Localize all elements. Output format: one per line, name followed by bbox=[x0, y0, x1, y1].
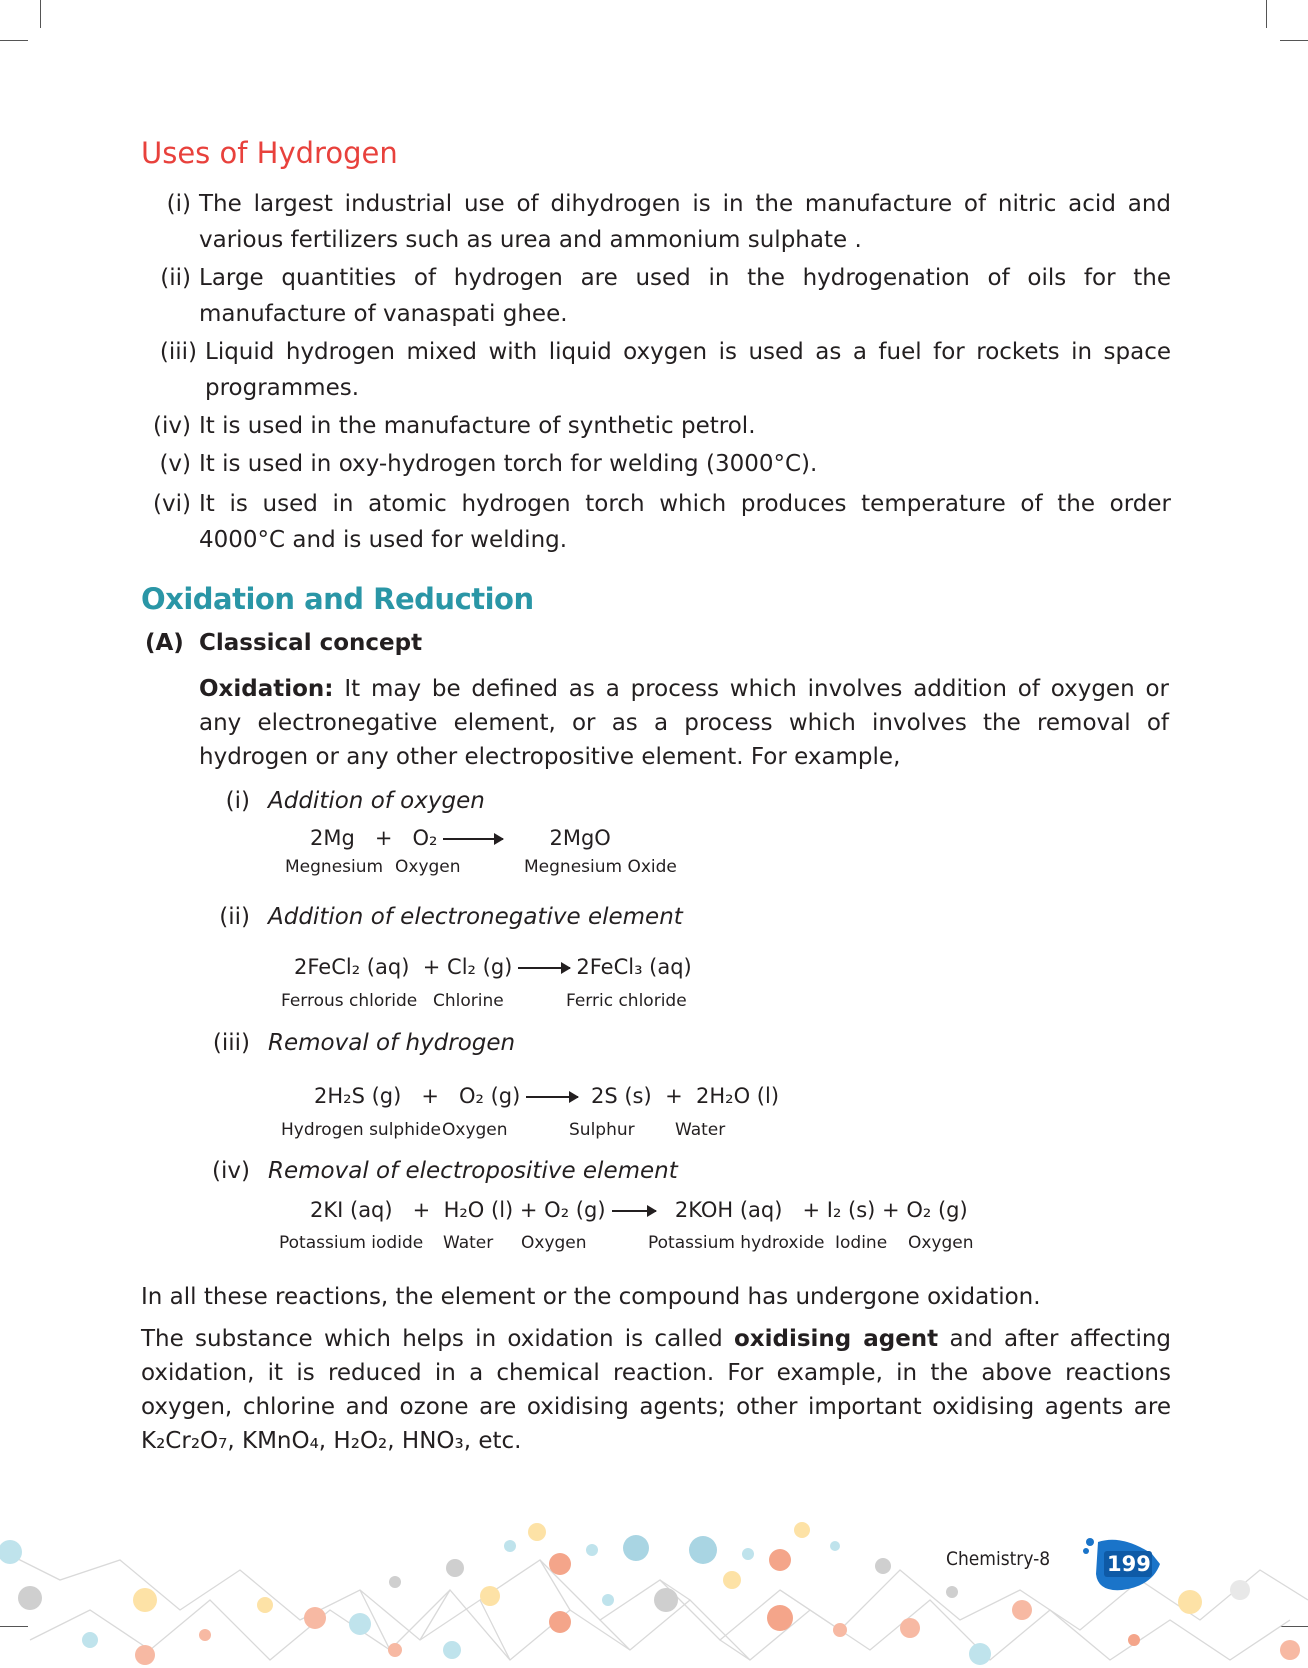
example-heading bbox=[190, 788, 485, 814]
example-title: Addition of electronegative element bbox=[268, 904, 683, 930]
eq-product: 2KOH (aq) bbox=[674, 1198, 783, 1222]
example-title: Removal of hydrogen bbox=[268, 1030, 516, 1056]
crop-mark bbox=[1280, 40, 1308, 41]
list-item bbox=[141, 408, 1171, 444]
item-text: Large quantities of hydrogen are used in the hydrogenation of oils for the manufacture of vanaspati ghee. bbox=[199, 265, 1171, 327]
closing-text bbox=[141, 1280, 1171, 1466]
crop-mark bbox=[1266, 0, 1267, 28]
eq-reactant: Cl₂ (g) bbox=[447, 955, 513, 979]
subsection-classical bbox=[145, 630, 422, 656]
species-name: Water bbox=[443, 1233, 494, 1253]
item-number: (v) bbox=[159, 451, 191, 477]
page-number: 199 bbox=[1107, 1552, 1151, 1576]
species-name: Ferric chloride bbox=[566, 991, 687, 1011]
eq-product: 2FeCl₃ (aq) bbox=[576, 955, 692, 979]
eq-reactant: O₂ bbox=[412, 826, 438, 850]
equation bbox=[314, 1084, 779, 1108]
paragraph bbox=[141, 1322, 1171, 1458]
species-name: Megnesium bbox=[285, 857, 384, 877]
uses-list bbox=[141, 186, 1171, 560]
subsection-title: Classical concept bbox=[199, 630, 423, 656]
item-number: (i) bbox=[166, 191, 191, 217]
species-name: Chlorine bbox=[433, 991, 504, 1011]
eq-reactant: 2Mg bbox=[310, 826, 355, 850]
reaction-arrow-icon bbox=[612, 1210, 656, 1212]
paragraph-text: The substance which helps in oxidation is called bbox=[141, 1326, 723, 1352]
eq-product: + I₂ (s) + O₂ (g) bbox=[802, 1198, 968, 1222]
reaction-arrow-icon bbox=[526, 1096, 578, 1098]
equation bbox=[310, 826, 611, 850]
species-name: Oxygen bbox=[908, 1233, 974, 1253]
list-item bbox=[141, 186, 1171, 258]
list-item bbox=[141, 446, 1171, 482]
key-term: oxidising agent bbox=[733, 1326, 939, 1352]
oxidation-text: It may be defined as a process which involves addition of oxygen or any electronegative element, or as a process which involves the removal of hydrogen or any other electropositive element. For example, bbox=[199, 676, 1169, 770]
example-number: (ii) bbox=[219, 904, 250, 930]
equation bbox=[310, 1198, 968, 1222]
species-name: Sulphur bbox=[569, 1120, 635, 1140]
list-item bbox=[141, 334, 1171, 406]
species-name: Oxygen bbox=[395, 857, 461, 877]
species-name: Oxygen bbox=[521, 1233, 587, 1253]
eq-reactant: 2FeCl₂ (aq) bbox=[294, 955, 410, 979]
eq-plus: + bbox=[374, 826, 393, 850]
item-number: (iv) bbox=[153, 413, 191, 439]
list-item bbox=[141, 486, 1171, 558]
eq-reactant: H₂O (l) + O₂ (g) bbox=[443, 1198, 606, 1222]
list-item bbox=[141, 260, 1171, 332]
item-text: Liquid hydrogen mixed with liquid oxygen is used as a fuel for rockets in space programmes. bbox=[205, 339, 1171, 401]
example-heading bbox=[190, 1158, 678, 1184]
crop-mark bbox=[40, 0, 41, 28]
section-heading-uses: Uses of Hydrogen bbox=[141, 136, 398, 170]
species-name: Potassium hydroxide bbox=[648, 1233, 825, 1253]
example-title: Removal of electropositive element bbox=[268, 1158, 678, 1184]
eq-reactant: 2KI (aq) bbox=[310, 1198, 393, 1222]
species-name: Oxygen bbox=[442, 1120, 508, 1140]
item-number: (iii) bbox=[159, 339, 197, 365]
footer-label: Chemistry-8 bbox=[946, 1548, 1051, 1570]
subsection-label: (A) bbox=[145, 630, 184, 656]
paragraph-text: and after affecting oxidation, it is reduced in a chemical reaction. For example, in the above reactions oxygen, chlorine and ozone are oxidising agents; other important oxidising agents are K₂Cr₂O₇, KMnO₄, H₂O₂, HNO₃, etc. bbox=[141, 1326, 1172, 1454]
eq-reactant: O₂ (g) bbox=[458, 1084, 521, 1108]
example-number: (iii) bbox=[212, 1030, 250, 1056]
oxidation-definition bbox=[199, 672, 1169, 774]
eq-plus: + bbox=[412, 1198, 431, 1222]
eq-plus: + bbox=[421, 1084, 439, 1108]
species-name: Iodine bbox=[835, 1233, 888, 1253]
eq-reactant: 2H₂S (g) bbox=[314, 1084, 402, 1108]
item-text: It is used in atomic hydrogen torch which produces temperature of the order 4000°C and is used for welding. bbox=[199, 491, 1171, 553]
item-number: (ii) bbox=[160, 265, 191, 291]
eq-product: 2MgO bbox=[549, 826, 611, 850]
paragraph: In all these reactions, the element or the compound has undergone oxidation. bbox=[141, 1284, 1041, 1310]
reaction-arrow-icon bbox=[518, 967, 570, 969]
reaction-arrow-icon bbox=[443, 838, 503, 840]
eq-product: 2H₂O (l) bbox=[696, 1084, 780, 1108]
example-number: (i) bbox=[225, 788, 250, 814]
item-text: It is used in the manufacture of synthetic petrol. bbox=[199, 413, 756, 439]
species-name: Megnesium Oxide bbox=[524, 857, 677, 877]
item-text: The largest industrial use of dihydrogen is in the manufacture of nitric acid and various fertilizers such as urea and ammonium sulphate . bbox=[199, 191, 1171, 253]
eq-plus: + bbox=[422, 955, 441, 979]
item-number: (vi) bbox=[153, 491, 191, 517]
example-title: Addition of oxygen bbox=[268, 788, 485, 814]
species-name: Potassium iodide bbox=[279, 1233, 424, 1253]
oxidation-term: Oxidation: bbox=[199, 676, 334, 702]
example-heading bbox=[190, 1030, 515, 1056]
example-heading bbox=[190, 904, 683, 930]
species-name: Water bbox=[675, 1120, 726, 1140]
species-name: Hydrogen sulphide bbox=[281, 1120, 441, 1140]
eq-product: 2S (s) bbox=[591, 1084, 652, 1108]
section-heading-redox: Oxidation and Reduction bbox=[141, 582, 534, 616]
example-number: (iv) bbox=[212, 1158, 250, 1184]
item-text: It is used in oxy-hydrogen torch for welding (3000°C). bbox=[199, 451, 818, 477]
crop-mark bbox=[0, 40, 28, 41]
species-name: Ferrous chloride bbox=[281, 991, 418, 1011]
eq-plus: + bbox=[665, 1084, 683, 1108]
equation bbox=[294, 955, 692, 979]
